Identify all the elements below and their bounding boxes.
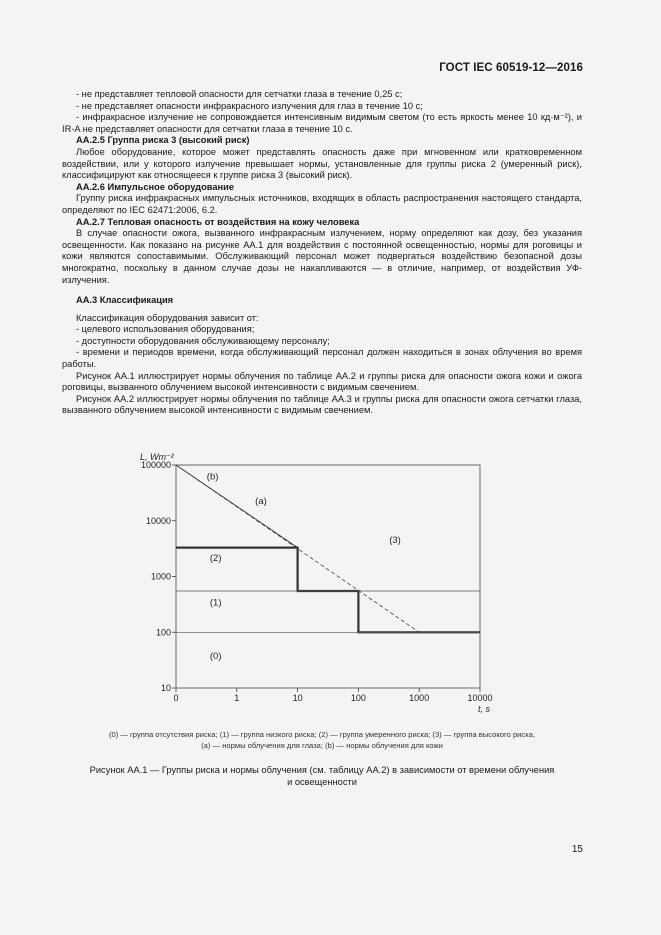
- y-tick-label: 10: [160, 683, 171, 693]
- section-heading-aa25: АА.2.5 Группа риска 3 (высокий риск): [76, 135, 250, 146]
- list-item: - не представляет опасности инфракрасного излучения для глаз в течение 10 с;: [76, 100, 423, 111]
- x-tick-label: 1000: [409, 693, 430, 703]
- paragraph: Классификация оборудования зависит от:: [76, 312, 259, 323]
- plot-frame: [176, 465, 480, 688]
- x-tick-label: 1: [234, 693, 240, 703]
- region-label: (a): [255, 495, 267, 507]
- x-tick-label: 100: [350, 693, 366, 703]
- chart-figure: [120, 446, 520, 721]
- region-label: (0): [209, 651, 222, 663]
- series-line: [176, 548, 480, 633]
- list-item: - доступности оборудования обслуживающему персоналу;: [76, 335, 330, 346]
- region-label: (1): [209, 597, 222, 609]
- y-tick-label: 10000: [145, 515, 171, 526]
- paragraph: В случае опасности ожога, вызванного инфракрасным излучением, норму определяют как дозу, без указания освещенности. Как показано на рисунке АА.1 для воздействия с постоянной освещенностью, нормы для роговицы и кожи являются сопоставимыми. Обслуживающий персонал может подвергаться воздействию безопасной дозы многократно, поскольку в данном случае дозы не накапливаются — в отличие, например, от воздействия УФ-излучения.: [62, 228, 582, 285]
- list-item: - не представляет тепловой опасности для сетчатки глаза в течение 0,25 с;: [76, 89, 403, 99]
- section-heading-aa3: АА.3 Классификация: [76, 295, 174, 306]
- section-heading-aa26: АА.2.6 Импульсное оборудование: [76, 181, 235, 192]
- list-item: - инфракрасное излучение не сопровождается интенсивным видимым светом (то есть яркость менее 10 кд·м⁻²), и IR-A не представляет опасности для сетчатки глаза в течение 10 с.: [62, 112, 582, 134]
- x-tick-label: 10000: [467, 693, 493, 703]
- paragraph: Группу риска инфракрасных импульсных источников, входящих в область распространения настоящего стандарта, определяют по IEC 62471:2006, 6.2.: [62, 193, 582, 215]
- figure-caption: [62, 765, 582, 788]
- section-heading-aa27: АА.2.7 Тепловая опасность от воздействия на кожу человека: [76, 216, 360, 227]
- x-tick-label: 10: [292, 693, 303, 703]
- y-tick-label: 1000: [150, 571, 171, 582]
- caption-line: Рисунок АА.1 — Группы риска и нормы облучения (см. таблицу АА.2) в зависимости от времени облучения: [89, 765, 555, 775]
- figure-legend: [62, 729, 582, 751]
- legend-line: (0) — группа отсутствия риска; (1) — группа низкого риска; (2) — группа умеренного риска; (3) — группа высокого риска,: [108, 730, 536, 739]
- risk-group-chart: [120, 446, 520, 721]
- region-label: (3): [389, 534, 401, 546]
- list-item: - целевого использования оборудования;: [76, 324, 255, 335]
- y-axis-label: L, Wm⁻²: [140, 452, 174, 462]
- x-axis-label: t, s: [478, 704, 491, 714]
- page-number: 15: [571, 844, 583, 855]
- region-label: (2): [209, 552, 222, 564]
- legend-line: (а) — нормы облучения для глаза; (b) — нормы облучения для кожи: [201, 741, 443, 750]
- caption-line: и освещенности: [287, 776, 357, 787]
- body-text: [62, 89, 582, 417]
- region-label: (b): [206, 471, 219, 483]
- list-item: - времени и периодов времени, когда обслуживающий персонал должен находиться в зонах облучения во время работы.: [62, 347, 582, 370]
- y-tick-label: 100000: [140, 460, 171, 470]
- paragraph: Рисунок АА.2 иллюстрирует нормы облучения по таблице АА.3 и группы риска для опасности ожога сетчатки глаза, вызванного облучением высокой интенсивности с видимым свечением.: [62, 393, 582, 416]
- paragraph: Любое оборудование, которое может представлять опасность даже при мгновенном или кратковременном воздействии, или у которого излучение превышает нормы, установленные для группы риска 2 (умеренный риск), классифицируют как относящееся к группе риска 3 (высокий риск).: [62, 146, 582, 181]
- paragraph: Рисунок АА.1 иллюстрирует нормы облучения по таблице АА.2 и группы риска для опасности ожога кожи и ожога роговицы, вызванного облучением высокой интенсивности с видимым свечением.: [62, 370, 582, 393]
- x-tick-label: 0: [173, 693, 179, 703]
- document-id: ГОСТ IEC 60519-12—2016: [439, 62, 583, 74]
- y-tick-label: 100: [155, 627, 171, 638]
